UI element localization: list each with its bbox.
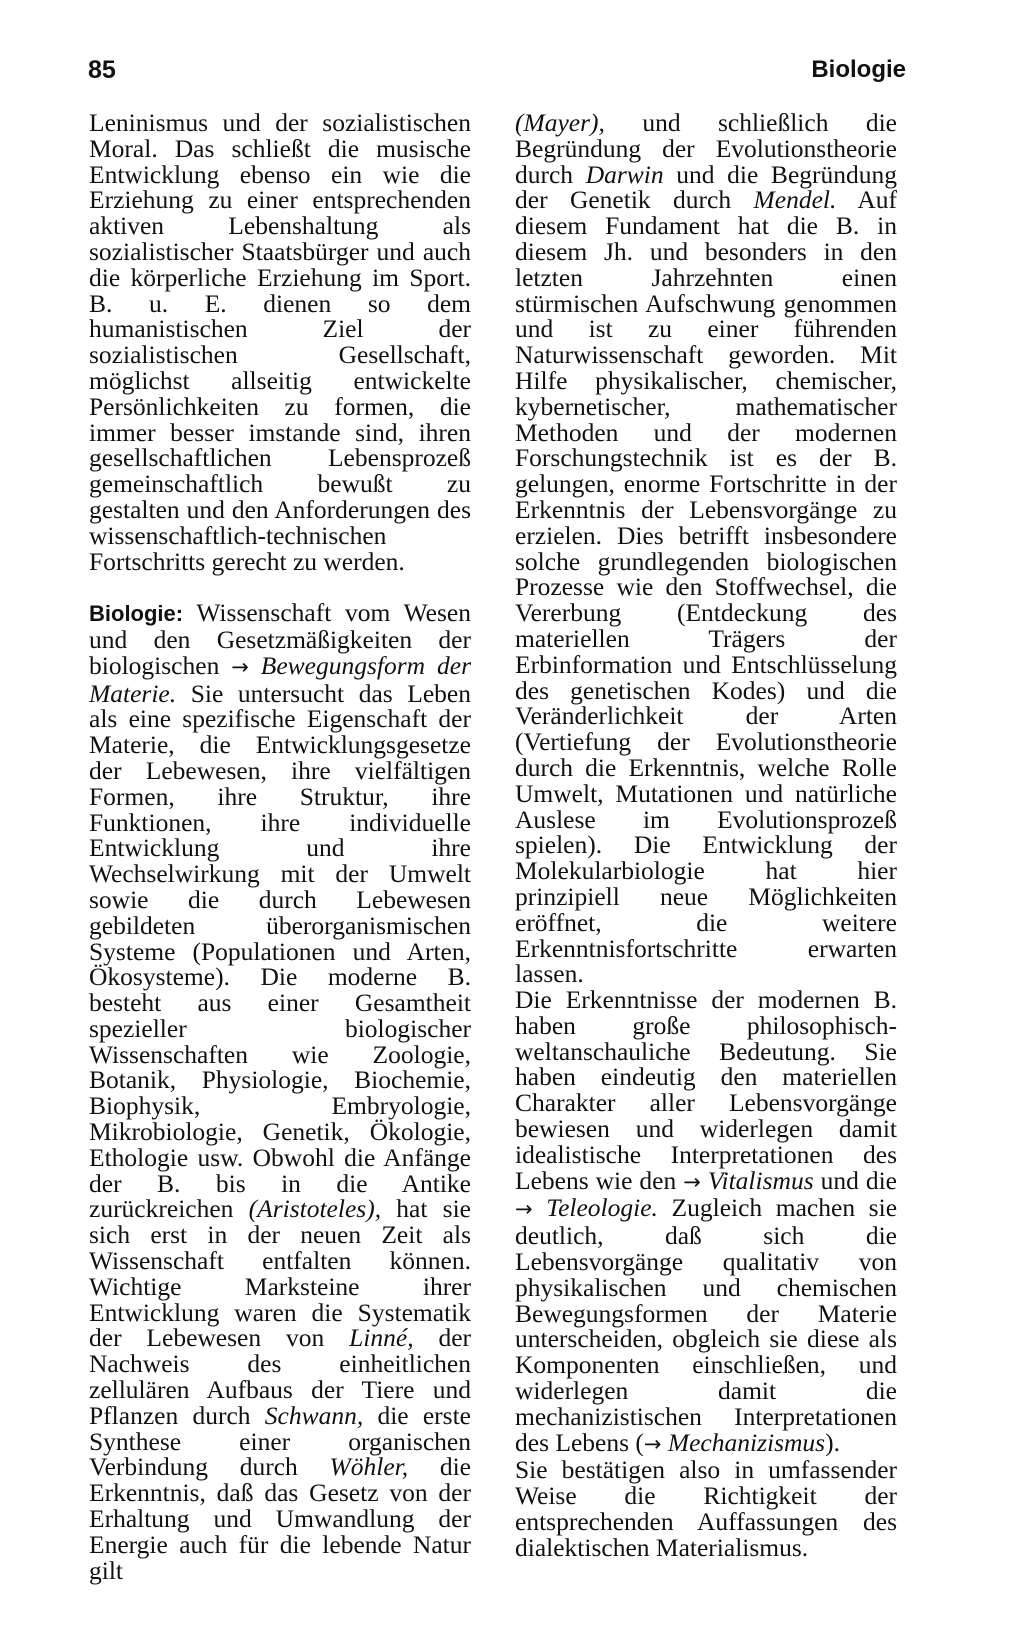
entry-text: der Nachweis des einheitlichen zellulären Aufbaus der Tiere und Pflanzen durch [89,1323,472,1430]
cross-reference-link[interactable]: Teleologie. [546,1193,658,1223]
paragraph-philosophical [515,987,897,1457]
entry-text: und die [813,1165,897,1195]
cross-reference-link[interactable]: Bewegungsform der Materie. [89,650,471,708]
name-reference: Linné, [349,1323,414,1353]
right-column [515,110,897,1561]
entry-text: Zugleich machen sie deutlich, daß sich die Lebensvorgänge qualitativ von physikalischen und chemischen Bewegungsformen der Materie unterscheiden, obgleich sie diese als Komponenten einschließen, und widerlegen damit die mechanizistischen Interpretationen des Lebens ( [515,1193,898,1457]
entry-text: Die Erkenntnisse der modernen B. haben große philosophisch-weltanschauliche Bedeutung. Sie haben eindeutig den materiellen Charakter aller Lebensvorgänge bewiesen und widerlegen damit idealistische Interpretationen des Lebens wie den [515,985,897,1195]
entry-text: Wissenschaft vom Wesen und den Gesetzmäßigkeiten der biologischen [89,598,471,680]
paragraph-continuation: Leninismus und der sozialistischen Moral. Das schließt die musische Entwicklung ebenso ein wie die Erziehung zu einer entsprechenden aktiven Lebenshaltung als sozialistischer Staatsbürger und auch die körperliche Erziehung im Sport. B. u. E. dienen so dem humanistischen Ziel der sozialistischen Gesellschaft, möglichst allseitig entwickelte Persönlichkeiten zu formen, die immer besser imstande sind, ihren gesellschaftlichen Lebensprozeß gemeinschaftlich bewußt zu gestalten und den Anforderungen des wissenschaftlich-technischen Fortschritts gerecht zu werden. [89,108,471,576]
cross-reference-arrow: → [643,1431,662,1456]
name-reference: Darwin [585,159,664,189]
cross-reference-arrow: → [515,1197,533,1222]
name-reference: Wöhler, [329,1452,409,1482]
entry-text: Auf diesem Fundament hat die B. in diesem Jh. und besonders in den letzten Jahrzehnten einen stürmischen Aufschwung genommen und ist zu einer führenden Naturwissenschaft geworden. Mit Hilfe physikalischer, chemischer, kybernetischer, mathematischer Methoden und der modernen Forschungstechnik ist es der B. gelungen, enorme Fortschritte in der Erkenntnis der Lebensvorgänge zu erzielen. Dies betrifft insbesondere solche grundlegenden biologischen Prozesse wie den Stoffwechsel, die Vererbung (Entdeckung des materiellen Trägers der Erbinformation und Entschlüsselung des genetischen Kodes) und die Veränderlichkeit der Arten (Vertiefung der Evolutionstheorie durch die Erkenntnis, welche Rolle Umwelt, Mutationen und natürliche Auslese im Evolutionsprozeß spielen). Die Entwicklung der Molekularbiologie hat hier prinzipiell neue Möglichkeiten eröffnet, die weitere Erkenntnisfortschritte erwarten lassen. [515,185,897,989]
entry-continuation [515,110,897,987]
entry-text: ). [825,1427,840,1457]
entry-text: die erste Synthese einer organischen Verbindung durch [89,1400,471,1482]
entry-text: und schließlich die Begründung der Evolutionstheorie durch [515,108,897,189]
left-column [89,110,471,1583]
entry-term: Biologie: [89,601,184,627]
cross-reference-link[interactable]: Vitalismus [707,1165,814,1195]
entry-text: die Erkenntnis, daß das Gesetz von der Erhaltung und Umwandlung der Energie auch für die lebende Natur gilt [89,1452,472,1585]
running-head: Biologie [811,56,906,83]
name-reference: (Mayer), [515,108,605,137]
entry-biologie [89,600,471,1583]
page-number: 85 [88,56,116,84]
name-reference: Schwann, [264,1400,364,1430]
paragraph-conclusion: Sie bestätigen also in umfassender Weise die Richtigkeit der entsprechenden Auffassungen des dialektischen Materialismus. [515,1455,897,1562]
cross-reference-link[interactable]: Mechanizismus [667,1427,826,1457]
entry-text: und die Begründung der Genetik durch [515,159,897,215]
name-reference: Mendel. [753,185,837,215]
name-reference: (Aristoteles), [248,1194,382,1224]
entry-text: Sie untersucht das Leben als eine spezifische Eigenschaft der Materie, die Entwicklungsgesetze der Lebewesen, ihre vielfältigen Formen, ihre Struktur, ihre Funktionen, ihre individuelle Entwicklung und ihre Wechselwirkung mit der Umwelt sowie die durch Lebewesen gebildeten überorganismischen Systeme (Populationen und Arten, Ökosysteme). Die moderne B. besteht aus einer Gesamtheit spezieller biologischer Wissenschaften wie Zoologie, Botanik, Physiologie, Biochemie, Biophysik, Embryologie, Mikrobiologie, Genetik, Ökologie, Ethologie usw. Obwohl die Anfänge der B. bis in die Antike zurückreichen [89,678,471,1224]
entry-text: hat sie sich erst in der neuen Zeit als Wissenschaft entfalten können. Wichtige Marksteine ihrer Entwicklung waren die Systematik der Lebewesen von [89,1194,471,1353]
page-header [0,56,1024,96]
cross-reference-arrow: → [231,654,249,679]
cross-reference-arrow: → [683,1169,701,1194]
